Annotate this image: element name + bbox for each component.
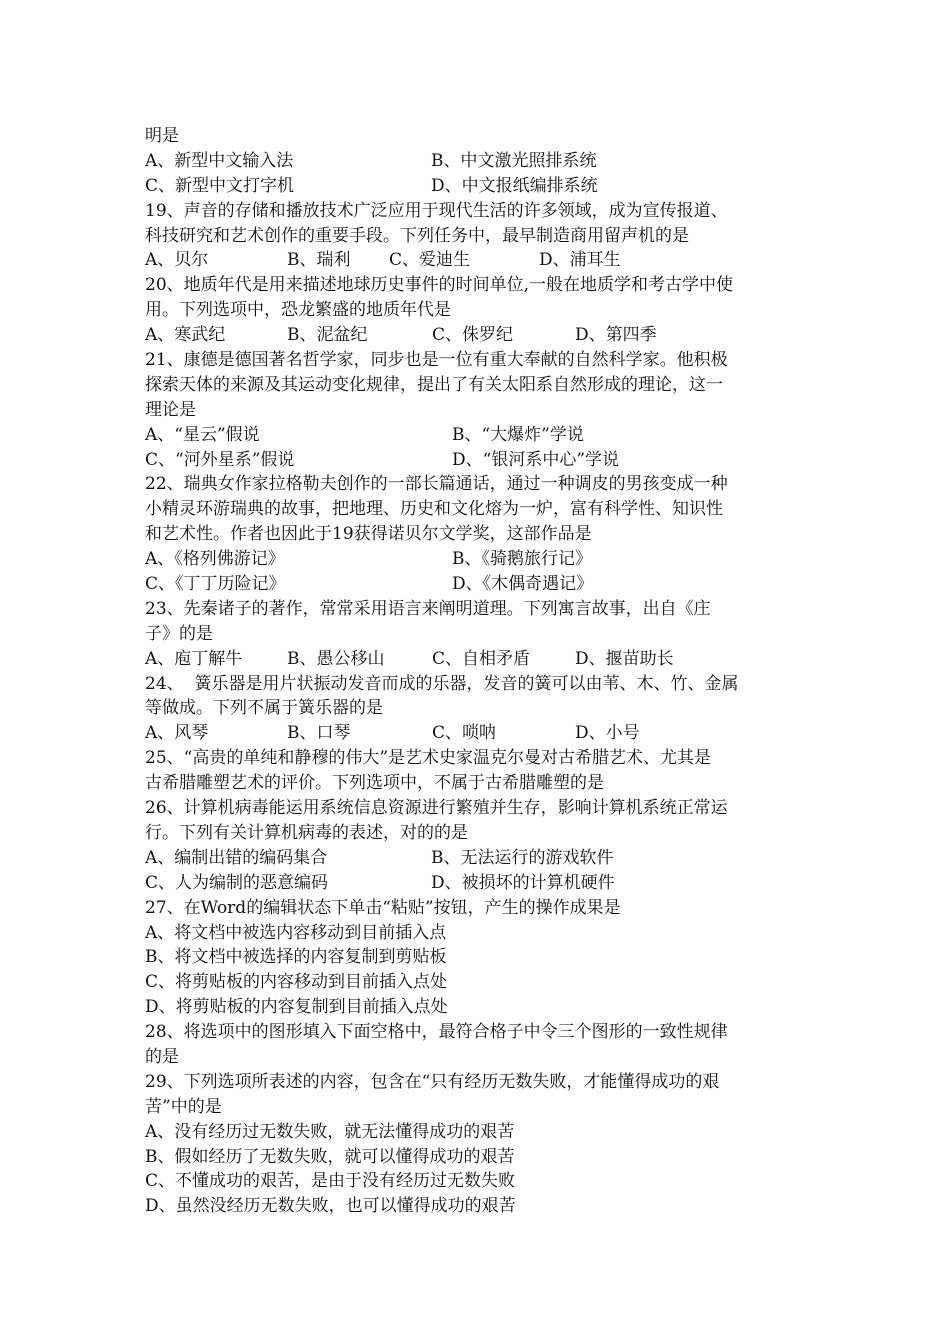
text-line: 苦”中的是 [145, 1096, 222, 1117]
text-line: 理论是 [145, 399, 196, 420]
text-line: A、将文档中被选内容移动到目前插入点 [145, 922, 447, 943]
options-row [145, 721, 810, 746]
option-item: C、人为编制的恶意编码 [145, 872, 329, 893]
text-line: B、假如经历了无数失败，就可以懂得成功的艰苦 [145, 1146, 515, 1167]
text-line: 19、声音的存储和播放技术广泛应用于现代生活的许多领域，成为宣传报道、 [145, 200, 728, 221]
text-line: 21、康德是德国著名哲学家，同步也是一位有重大奉献的自然科学家。他积极 [145, 350, 728, 371]
text-line: 用。下列选项中，恐龙繁盛的地质年代是 [145, 300, 451, 321]
option-item: B、《骑鹅旅行记》 [452, 549, 592, 570]
text-line: C、不懂成功的艰苦，是由于没有经历过无数失败 [145, 1171, 516, 1192]
option-item: D、小号 [575, 723, 640, 744]
options-row [145, 647, 810, 672]
text-line: 25、“高贵的单纯和静穆的伟大”是艺术史家温克尔曼对古希腊艺术、尤其是 [145, 748, 712, 769]
option-item: C、侏罗纪 [432, 325, 514, 346]
options-row [145, 572, 810, 597]
option-item: A、编制出错的编码集合 [145, 847, 328, 868]
options-row [145, 547, 810, 572]
text-line: 行。下列有关计算机病毒的表述，对的的是 [145, 822, 468, 843]
option-item: D、被损坏的计算机硬件 [431, 872, 615, 893]
option-item: B、愚公移山 [287, 648, 385, 669]
option-item: D、《木偶奇遇记》 [452, 574, 594, 595]
text-line: 20、地质年代是用来描述地球历史事件的时间单位,一般在地质学和考古学中使 [145, 275, 734, 296]
text-line: 和艺术性。作者也因此于19获得诺贝尔文学奖，这部作品是 [145, 524, 592, 545]
option-item: B、口琴 [287, 723, 351, 744]
option-item: D、揠苗助长 [575, 648, 674, 669]
option-item: C、爱迪生 [389, 250, 471, 271]
option-item: B、泥盆纪 [287, 325, 368, 346]
option-item: B、无法运行的游戏软件 [431, 847, 614, 868]
text-line: 科技研究和艺术创作的重要手段。下列任务中，最早制造商用留声机的是 [145, 225, 689, 246]
options-row [145, 149, 810, 174]
text-line: 明是 [145, 126, 179, 146]
option-item: C、“河外星系”假说 [145, 449, 295, 470]
text-line: D、虽然没经历无数失败，也可以懂得成功的艰苦 [145, 1196, 516, 1217]
option-item: A、“星云”假说 [145, 424, 260, 445]
options-row [145, 423, 810, 448]
text-line: 22、瑞典女作家拉格勒夫创作的一部长篇通话，通过一种调皮的男孩变成一种 [145, 474, 728, 495]
text-line: 29、下列选项所表述的内容，包含在“只有经历无数失败，才能懂得成功的艰 [145, 1071, 720, 1092]
options-row [145, 174, 810, 199]
text-line: 的是 [145, 1046, 179, 1067]
options-row [145, 871, 810, 896]
option-item: C、唢呐 [432, 723, 497, 744]
text-line: C、将剪贴板的内容移动到目前插入点处 [145, 972, 448, 993]
option-item: B、“大爆炸”学说 [452, 424, 584, 445]
option-item: D、“银河系中心”学说 [452, 449, 620, 470]
option-item: D、中文报纸编排系统 [431, 175, 598, 196]
text-line: 等做成。下列不属于簧乐器的是 [145, 698, 383, 719]
options-row [145, 248, 810, 273]
option-item: C、《丁丁历险记》 [145, 574, 286, 595]
options-row [145, 323, 810, 348]
text-line: 23、先秦诸子的著作，常常采用语言来阐明道理。下列寓言故事，出自《庄 [145, 598, 711, 619]
text-line: 小精灵环游瑞典的故事，把地理、历史和文化熔为一炉，富有科学性、知识性 [145, 499, 723, 520]
text-line: 探索天体的来源及其运动变化规律，提出了有关太阳系自然形成的理论，这一 [145, 374, 723, 395]
text-line: 子》的是 [145, 623, 213, 644]
option-item: B、瑞利 [287, 250, 351, 271]
option-item: B、中文激光照排系统 [431, 150, 597, 171]
document-body [145, 124, 810, 1219]
text-line: 26、计算机病毒能运用系统信息资源进行繁殖并生存，影响计算机系统正常运 [145, 798, 728, 819]
text-line: 古希腊雕塑艺术的评价。下列选项中，不属于古希腊雕塑的是 [145, 773, 604, 794]
text-line: D、将剪贴板的内容复制到目前插入点处 [145, 997, 448, 1018]
text-line: A、没有经历过无数失败，就无法懂得成功的艰苦 [145, 1121, 515, 1142]
options-row [145, 448, 810, 473]
text-line: B、将文档中被选择的内容复制到剪贴板 [145, 947, 447, 968]
option-item: A、风琴 [145, 723, 209, 744]
text-line: 28、将选项中的图形填入下面空格中，最符合格子中令三个图形的一致性规律 [145, 1022, 728, 1043]
option-item: A、庖丁解牛 [145, 648, 243, 669]
option-item: C、自相矛盾 [432, 648, 531, 669]
text-line: 27、在Word的编辑状态下单击“粘贴”按钮，产生的操作成果是 [145, 897, 621, 918]
option-item: D、第四季 [575, 325, 657, 346]
option-item: A、寒武纪 [145, 325, 226, 346]
option-item: A、《格列佛游记》 [145, 549, 285, 570]
option-item: C、新型中文打字机 [145, 175, 295, 196]
options-row [145, 846, 810, 871]
option-item: A、贝尔 [145, 250, 209, 271]
text-line: 24、 簧乐器是用片状振动发音而成的乐器，发音的簧可以由苇、木、竹、金属 [145, 673, 739, 694]
option-item: A、新型中文输入法 [145, 150, 294, 171]
option-item: D、浦耳生 [539, 250, 621, 271]
